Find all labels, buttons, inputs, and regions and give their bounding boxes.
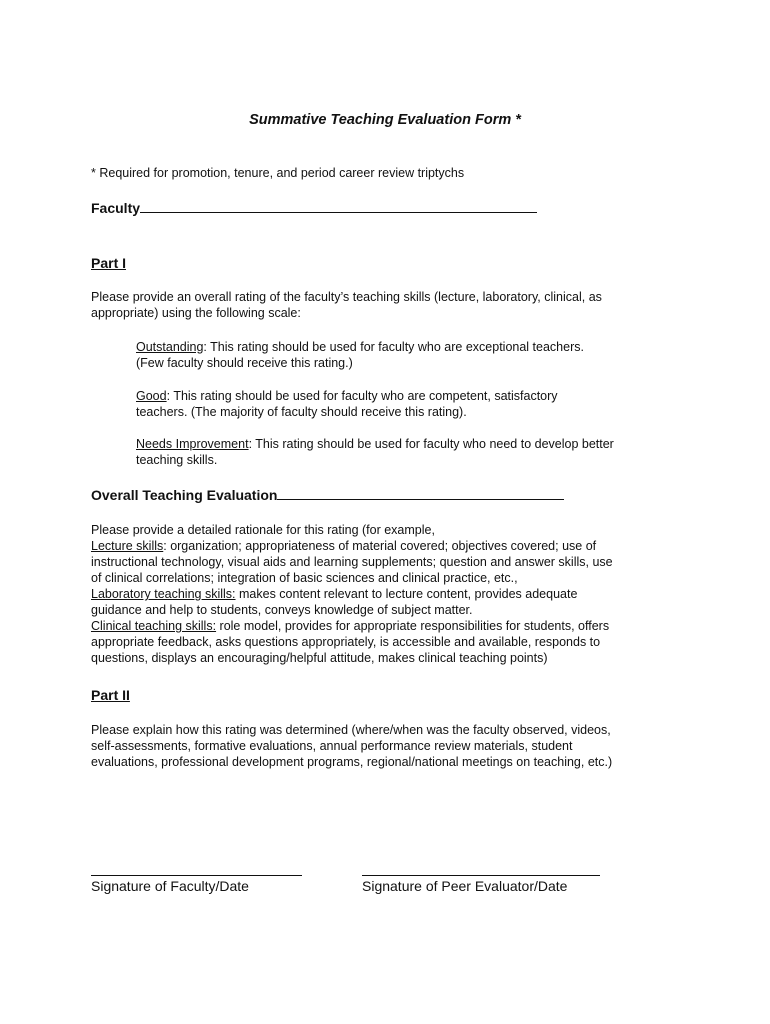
clinical-skills-term: Clinical teaching skills: bbox=[91, 619, 217, 633]
faculty-label: Faculty bbox=[91, 200, 141, 216]
scale-item-outstanding bbox=[136, 339, 584, 371]
rationale-line: guidance and help to students, conveys knowledge of subject matter. bbox=[91, 603, 473, 617]
part1-intro-line: Please provide an overall rating of the faculty’s teaching skills (lecture, laboratory, clinical, as bbox=[91, 290, 602, 304]
scale-desc: teaching skills. bbox=[136, 453, 218, 467]
scale-desc: : This rating should be used for faculty who need to develop better bbox=[248, 437, 614, 451]
scale-item-good bbox=[136, 388, 558, 420]
scale-term: Good bbox=[136, 389, 167, 403]
rationale-line: : organization; appropriateness of material covered; objectives covered; use of bbox=[163, 539, 597, 553]
part2-line: self-assessments, formative evaluations, annual performance review materials, student bbox=[91, 739, 573, 753]
part2-instructions bbox=[91, 722, 612, 770]
peer-signature-label: Signature of Peer Evaluator/Date bbox=[362, 878, 568, 894]
scale-desc: teachers. (The majority of faculty should receive this rating). bbox=[136, 405, 467, 419]
faculty-field[interactable] bbox=[91, 200, 537, 216]
rationale-line: role model, provides for appropriate responsibilities for students, offers bbox=[216, 619, 610, 633]
scale-desc: (Few faculty should receive this rating.) bbox=[136, 356, 353, 370]
part2-line: Please explain how this rating was determined (where/when was the faculty observed, videos, bbox=[91, 723, 611, 737]
lecture-skills-term: Lecture skills bbox=[91, 539, 164, 553]
rationale-line: appropriate feedback, asks questions appropriately, is accessible and available, responds to bbox=[91, 635, 601, 649]
rationale-line: questions, displays an encouraging/helpful attitude, makes clinical teaching points) bbox=[91, 651, 548, 665]
faculty-blank-line[interactable] bbox=[140, 200, 537, 213]
rationale-line: of clinical correlations; integration of basic sciences and clinical practice, etc., bbox=[91, 571, 518, 585]
rationale-line: Please provide a detailed rationale for this rating (for example, bbox=[91, 523, 435, 537]
part1-intro bbox=[91, 289, 602, 321]
rationale-instructions bbox=[91, 522, 613, 666]
faculty-signature-line[interactable] bbox=[91, 875, 302, 876]
peer-signature-line[interactable] bbox=[362, 875, 600, 876]
overall-evaluation-label: Overall Teaching Evaluation bbox=[91, 487, 278, 503]
scale-item-needs-improvement bbox=[136, 436, 614, 468]
faculty-signature-label: Signature of Faculty/Date bbox=[91, 878, 249, 894]
scale-desc: : This rating should be used for faculty who are exceptional teachers. bbox=[203, 340, 584, 354]
scale-term: Outstanding bbox=[136, 340, 204, 354]
rationale-line: instructional technology, visual aids and learning supplements; question and answer skills, use bbox=[91, 555, 613, 569]
part1-intro-line: appropriate) using the following scale: bbox=[91, 306, 301, 320]
scale-desc: : This rating should be used for faculty who are competent, satisfactory bbox=[166, 389, 558, 403]
required-note: * Required for promotion, tenure, and period career review triptychs bbox=[91, 166, 465, 180]
scale-term: Needs Improvement bbox=[136, 437, 249, 451]
laboratory-skills-term: Laboratory teaching skills: bbox=[91, 587, 236, 601]
part2-heading: Part II bbox=[91, 687, 130, 703]
part1-heading: Part I bbox=[91, 255, 127, 271]
part2-line: evaluations, professional development programs, regional/national meetings on teaching, etc.) bbox=[91, 755, 613, 769]
form-title: Summative Teaching Evaluation Form * bbox=[249, 112, 521, 128]
rationale-line: makes content relevant to lecture content, provides adequate bbox=[235, 587, 578, 601]
overall-evaluation-blank-line[interactable] bbox=[277, 487, 564, 500]
overall-evaluation-field[interactable] bbox=[91, 487, 564, 503]
